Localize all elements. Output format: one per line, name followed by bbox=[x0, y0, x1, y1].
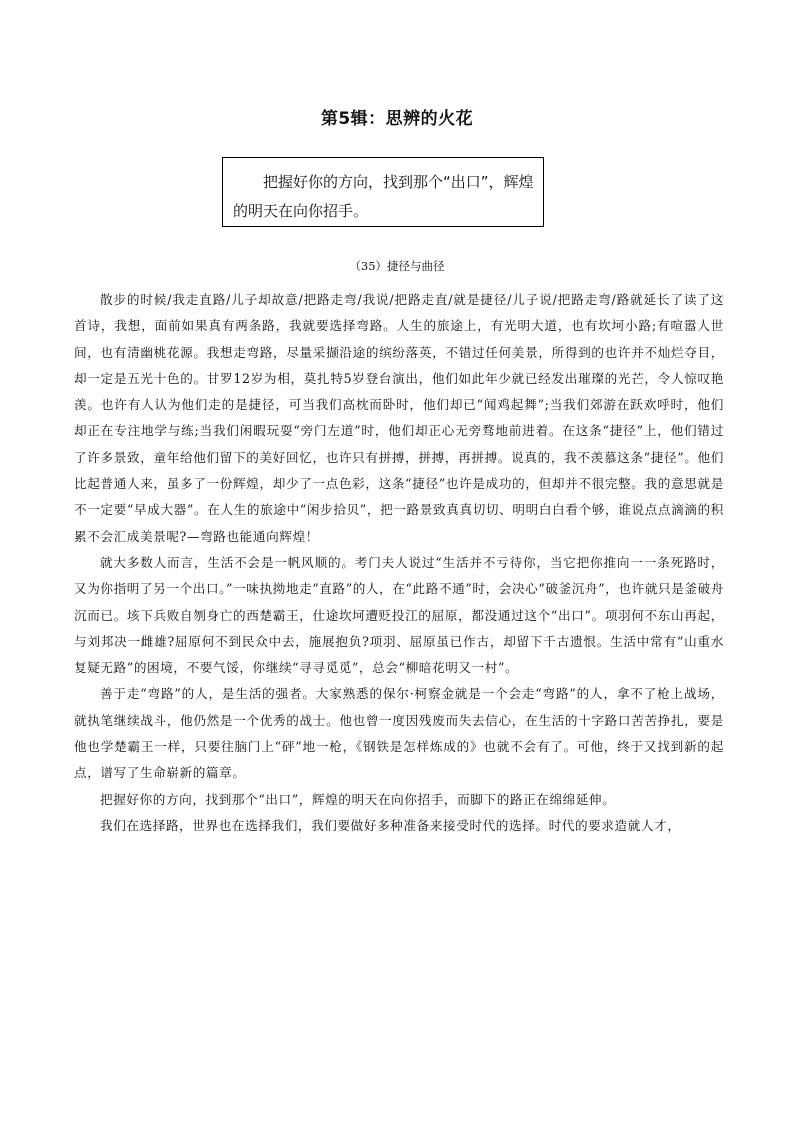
paragraph-1: 散步的时候/我走直路/儿子却故意/把路走弯/我说/把路走直/就是捷径/儿子说/把路走弯/路就延长了读了这首诗，我想，面前如果真有两条路，我就要选择弯路。人生的旅途上，有光明大道，也有坎坷小路;有喧嚣人世间，也有清幽桃花源。我想走弯路，尽量采撷沿途的缤纷落英，不错过任何美景，所得到的也许并不灿烂夺目，却一定是五光十色的。甘罗12岁为相，莫扎特5岁登台演出，他们如此年少就已经发出璀璨的光芒，令人惊叹艳羡。也许有人认为他们走的是捷径，可当我们高枕而卧时，他们却已“闻鸡起舞”;当我们郊游在跃欢呼时，他们却正在专注地学与练;当我们闲暇玩耍“旁门左道”时，他们却正心无旁骛地前进着。在这条“捷径”上，他们错过了许多景致，童年给他们留下的美好回忆，也许只有拼搏，拼搏，再拼搏。说真的，我不羡慕这条“捷径”。他们比起普通人来，虽多了一份辉煌，却少了一点色彩，这条“捷径”也许是成功的，但却并不很完整。我的意思就是不一定要“早成大器”。在人生的旅途中“闲步拾贝”，把一路景致真真切切、明明白白看个够，谁说点点滴滴的积累不会汇成美景呢?—弯路也能通向辉煌！ bbox=[74, 292, 724, 544]
paragraph-4: 把握好你的方向，找到那个“出口”，辉煌的明天在向你招手，而脚下的路正在绵绵延伸。 bbox=[100, 791, 616, 807]
paragraph-3: 善于走“弯路”的人，是生活的强者。大家熟悉的保尔·柯察金就是一个会走“弯路”的人，拿不了枪上战场，就执笔继续战斗，他仍然是一个优秀的战士。他也曾一度因残废而失去信心，在生活的十字路口苦苦挣扎，要是他也学楚霸王一样，只要往脑门上“砰”地一枪，《钢铁是怎样炼成的》也就不会有了。可他，终于又找到新的起点，谱写了生命崭新的篇章。 bbox=[74, 686, 724, 781]
paragraph-5: 我们在选择路，世界也在选择我们，我们要做好多种准备来接受时代的选择。时代的要求造就人才， bbox=[100, 817, 681, 833]
quote-box: 把握好你的方向，找到那个“出口”，辉煌的明天在向你招手。 bbox=[222, 157, 544, 227]
paragraph-2: 就大多数人而言，生活不会是一帆风顺的。考门夫人说过“生活并不亏待你，当它把你推向一一条死路时，又为你指明了另一个出口。”一味执拗地走“直路”的人，在“此路不通”时，会决心“破釜沉舟”，也许就只是釜破舟沉而已。垓下兵败自刎身亡的西楚霸王，仕途坎坷遭贬投江的屈原，都没通过这个“出口”。项羽何不东山再起，与刘邦决一雌雄?屈原何不到民众中去，施展抱负?项羽、屈原虽已作古，却留下千古遗恨。生活中常有“山重水复疑无路”的困境，不要气馁，你继续“寻寻觅觅”，总会“柳暗花明又一村”。 bbox=[74, 554, 724, 676]
essay-body bbox=[74, 287, 724, 839]
essay-subtitle: （35）捷径与曲径 bbox=[349, 259, 445, 273]
page-title: 第5辑：思辨的火花 bbox=[320, 109, 474, 129]
